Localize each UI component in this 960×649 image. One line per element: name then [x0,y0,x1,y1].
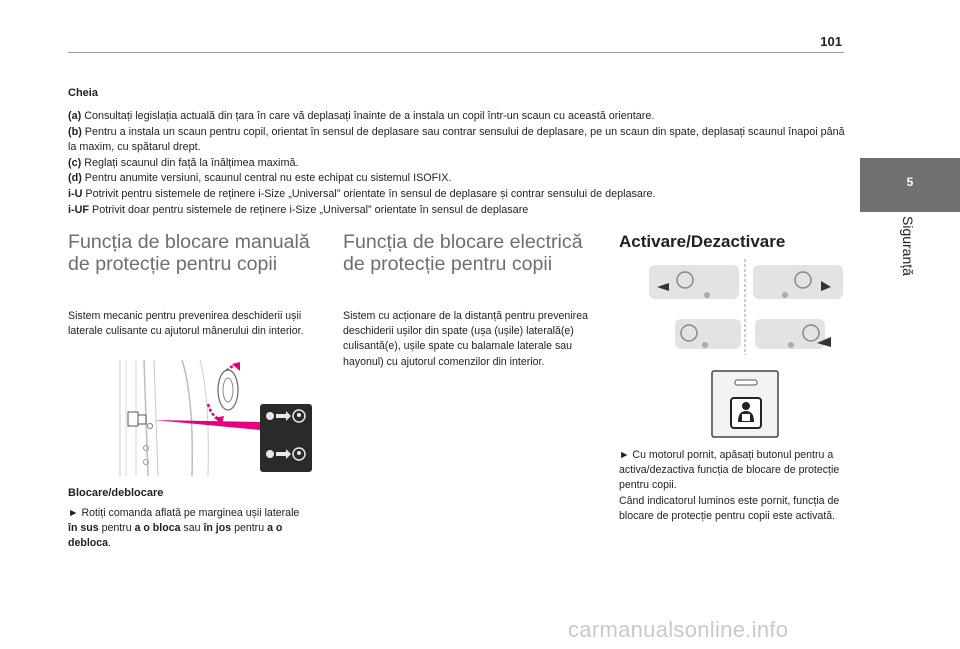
activation-note: Când indicatorul luminos este pornit, funcția de blocare de protecție pentru copii este activată. [619,494,840,522]
activation-step: ► Cu motorul pornit, apăsați butonul pentru a activa/dezactiva funcția de blocare de protecție pentru copii. [619,449,840,492]
key-item-c: (c) Reglați scaunul din față la înălțimea maximă. [68,156,299,169]
page-number: 101 [820,34,842,49]
lock-unlock-subheading: Blocare/deblocare [68,487,164,499]
manual-lock-description: Sistem mecanic pentru prevenirea deschiderii ușii laterale culisante cu ajutorul mânerului din interior. [68,310,304,338]
vehicle-door-configurations-diagram [645,257,845,357]
key-item-b: (b) Pentru a instala un scaun pentru copil, orientat în sensul de deplasare sau contrar sensului de deplasare, pe un scaun din spate, deplasați scaunul înapoi până la maxim, cu spătarul drept. [68,125,845,154]
key-item-a: (a) Consultați legislația actuală din țara în care vă deplasați înainte de a instala un copil într-un scaun cu această orientare. [68,110,655,122]
child-lock-button-illustration [711,370,779,438]
activation-instructions [619,448,859,524]
key-item-iuf: i-UF Potrivit doar pentru sistemele de reținere i-Size „Universal” orientate în sensul de deplasare [68,203,529,216]
key-list [68,109,848,218]
activation-heading: Activare/Dezactivare [619,232,786,251]
manual-lock-heading: Funcția de blocare manuală de protecție pentru copii [68,231,310,275]
key-item-iu: i-U Potrivit pentru sistemele de reținere i-Size „Universal” orientate în sensul de deplasare și contrar sensului de deplasare. [68,187,656,200]
electric-lock-description: Sistem cu acționare de la distanță pentru prevenirea deschiderii ușilor din spate (ușa (ușile) laterală(e) culisantă(e), ușile spate cu balamale laterale sau hayonul) cu ajutorul comenzilor din interior. [343,310,588,368]
watermark[interactable]: carmanualsonline.info [568,617,789,642]
header-rule [68,52,844,53]
manual-child-lock-illustration [114,358,312,478]
chapter-number: 5 [906,175,914,189]
manual-lock-instruction: ► Rotiți comanda aflată pe marginea ușii laterale în sus pentru a o bloca sau în jos pentru a o debloca. [68,507,300,550]
key-item-d: (d) Pentru anumite versiuni, scaunul central nu este echipat cu sistemul ISOFIX. [68,172,452,185]
chapter-label: Siguranță [900,216,916,276]
electric-lock-heading: Funcția de blocare electrică de protecție pentru copii [343,231,583,275]
key-title: Cheia [68,87,98,99]
